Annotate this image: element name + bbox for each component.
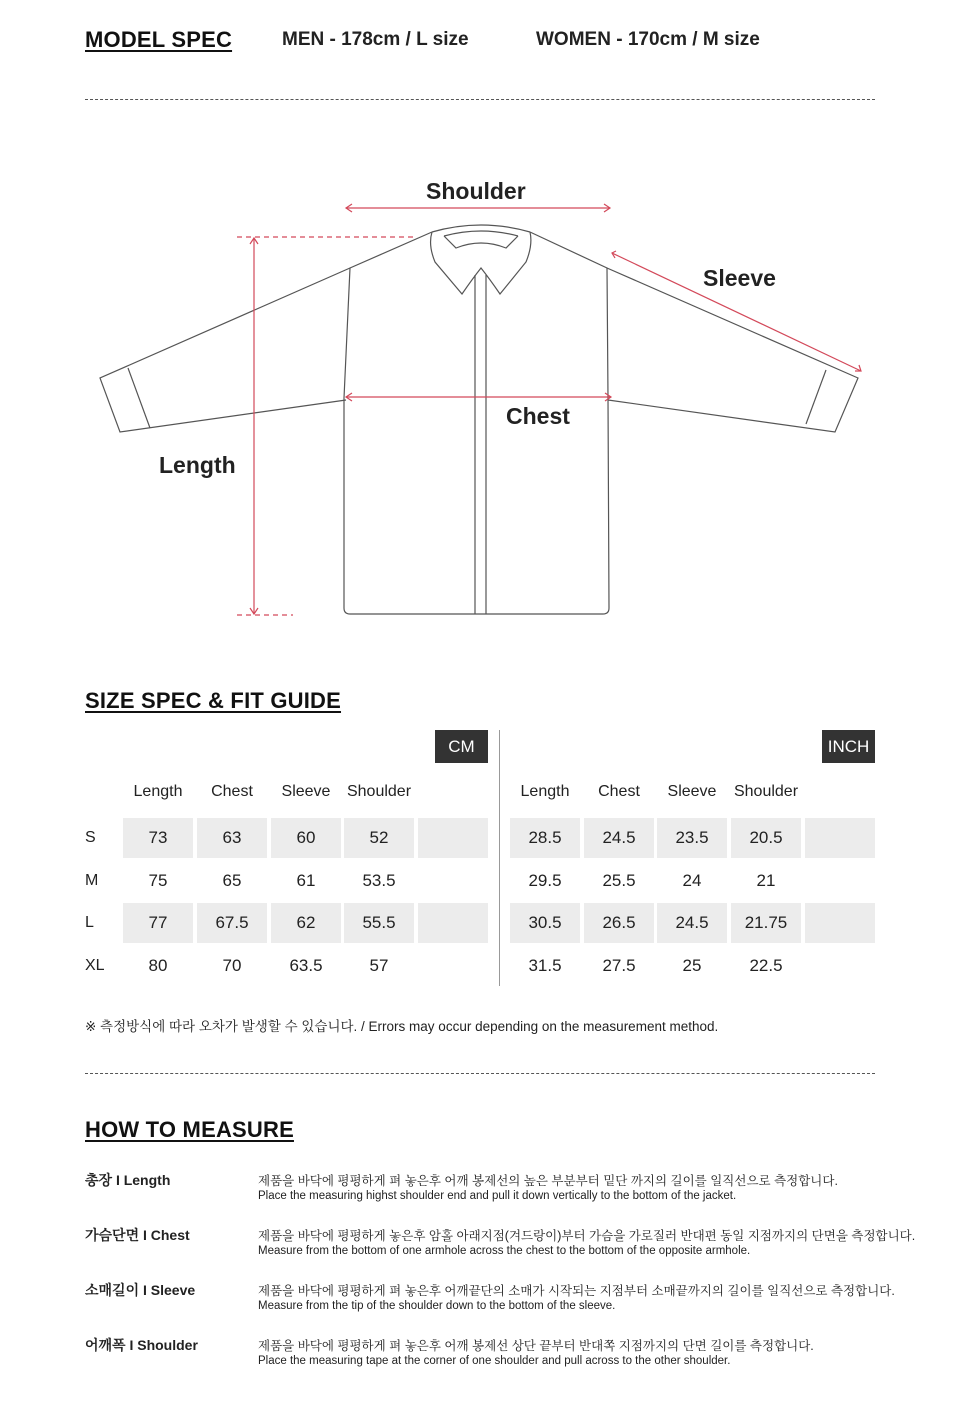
jacket-diagram xyxy=(0,0,960,660)
inch-cell: 27.5 xyxy=(602,956,636,975)
measure-desc-en: Measure from the tip of the shoulder down to the bottom of the sleeve. xyxy=(258,1300,616,1312)
cm-cell-empty xyxy=(418,818,488,858)
inch-cell: 21 xyxy=(756,871,776,890)
cm-cell: 57 xyxy=(369,956,389,975)
cm-cell: 52 xyxy=(344,818,414,858)
cm-cell: 67.5 xyxy=(197,903,267,943)
model-spec-title: MODEL SPEC xyxy=(85,27,233,52)
size-label-xl: XL xyxy=(85,957,105,974)
cm-cell: 62 xyxy=(271,903,341,943)
cm-cell: 77 xyxy=(123,903,193,943)
measure-desc-en: Measure from the bottom of one armhole across the chest to the bottom of the opposite armhole. xyxy=(258,1245,751,1257)
chest-label: Chest xyxy=(506,403,570,429)
size-spec-title: SIZE SPEC & FIT GUIDE xyxy=(85,688,342,713)
measure-label-chest: 가슴단면 I Chest xyxy=(85,1227,190,1243)
measure-label-sleeve: 소매길이 I Sleeve xyxy=(85,1282,196,1298)
cm-header-length: Length xyxy=(133,783,183,800)
inch-cell: 30.5 xyxy=(510,903,580,943)
inch-cell: 23.5 xyxy=(657,818,727,858)
table-separator xyxy=(499,730,500,986)
inch-cell: 31.5 xyxy=(528,956,562,975)
measure-desc-en: Place the measuring tape at the corner of one shoulder and pull across to the other shoulder. xyxy=(258,1355,731,1367)
cm-header-shoulder: Shoulder xyxy=(346,783,412,800)
inch-header-shoulder: Shoulder xyxy=(733,783,799,800)
inch-header-chest: Chest xyxy=(598,783,640,800)
measure-desc-ko: 제품을 바닥에 평평하게 펴 놓은후 어깨 봉제선 상단 끝부터 반대쪽 지점까지의 단면 길이를 측정합니다. xyxy=(258,1339,814,1353)
size-label-s: S xyxy=(85,829,96,846)
inch-cell: 25.5 xyxy=(602,871,636,890)
cm-header-chest: Chest xyxy=(211,783,253,800)
inch-cell-empty xyxy=(805,903,875,943)
inch-cell: 25 xyxy=(682,956,702,975)
cm-cell: 61 xyxy=(296,871,316,890)
inch-cell-empty xyxy=(805,818,875,858)
shoulder-label: Shoulder xyxy=(426,178,526,204)
measurement-note: ※ 측정방식에 따라 오차가 발생할 수 있습니다. / Errors may occur depending on the measurement method. xyxy=(85,1019,719,1034)
length-label: Length xyxy=(159,452,236,478)
inch-cell: 21.75 xyxy=(731,903,801,943)
inch-cell: 26.5 xyxy=(584,903,654,943)
inch-cell: 24 xyxy=(682,871,702,890)
cm-cell: 70 xyxy=(222,956,242,975)
cm-cell: 63.5 xyxy=(289,956,323,975)
measure-label-length: 총장 I Length xyxy=(85,1172,171,1188)
size-label-l: L xyxy=(85,914,94,931)
how-to-measure-title: HOW TO MEASURE xyxy=(85,1117,294,1142)
inch-cell: 20.5 xyxy=(731,818,801,858)
measure-desc-ko: 제품을 바닥에 평평하게 펴 놓은후 어깨끝단의 소매가 시작되는 지점부터 소매끝까지의 길이를 일직선으로 측정합니다. xyxy=(258,1284,895,1298)
model-spec-men: MEN - 178cm / L size xyxy=(282,29,469,50)
cm-cell: 75 xyxy=(148,871,168,890)
cm-cell: 53.5 xyxy=(362,871,396,890)
size-label-m: M xyxy=(85,872,99,889)
inch-header-length: Length xyxy=(520,783,570,800)
cm-cell-empty xyxy=(418,903,488,943)
unit-cm-badge: CM xyxy=(435,730,488,763)
inch-cell: 22.5 xyxy=(749,956,783,975)
inch-cell: 29.5 xyxy=(528,871,562,890)
divider xyxy=(85,1073,875,1074)
measure-desc-ko: 제품을 바닥에 평평하게 펴 놓은후 어깨 봉제선의 높은 부분부터 밑단 까지의 길이를 일직선으로 측정합니다. xyxy=(258,1174,838,1188)
cm-cell: 65 xyxy=(222,871,242,890)
cm-cell: 73 xyxy=(123,818,193,858)
cm-cell: 80 xyxy=(148,956,168,975)
inch-header-sleeve: Sleeve xyxy=(667,783,717,800)
cm-cell: 63 xyxy=(197,818,267,858)
measure-desc-en: Place the measuring highst shoulder end and pull it down vertically to the bottom of the jacket. xyxy=(258,1190,737,1202)
inch-cell: 28.5 xyxy=(510,818,580,858)
cm-cell: 60 xyxy=(271,818,341,858)
inch-cell: 24.5 xyxy=(584,818,654,858)
cm-header-sleeve: Sleeve xyxy=(281,783,331,800)
measure-desc-ko: 제품을 바닥에 평평하게 놓은후 암홀 아래지점(겨드랑이)부터 가슴을 가로질러 반대편 동일 지점까지의 단면을 측정합니다. xyxy=(258,1229,916,1243)
unit-inch-badge: INCH xyxy=(822,730,875,763)
measure-label-shoulder: 어깨폭 I Shoulder xyxy=(85,1337,198,1353)
inch-cell: 24.5 xyxy=(657,903,727,943)
cm-cell: 55.5 xyxy=(344,903,414,943)
sleeve-label: Sleeve xyxy=(703,265,776,291)
model-spec-women: WOMEN - 170cm / M size xyxy=(536,29,760,50)
